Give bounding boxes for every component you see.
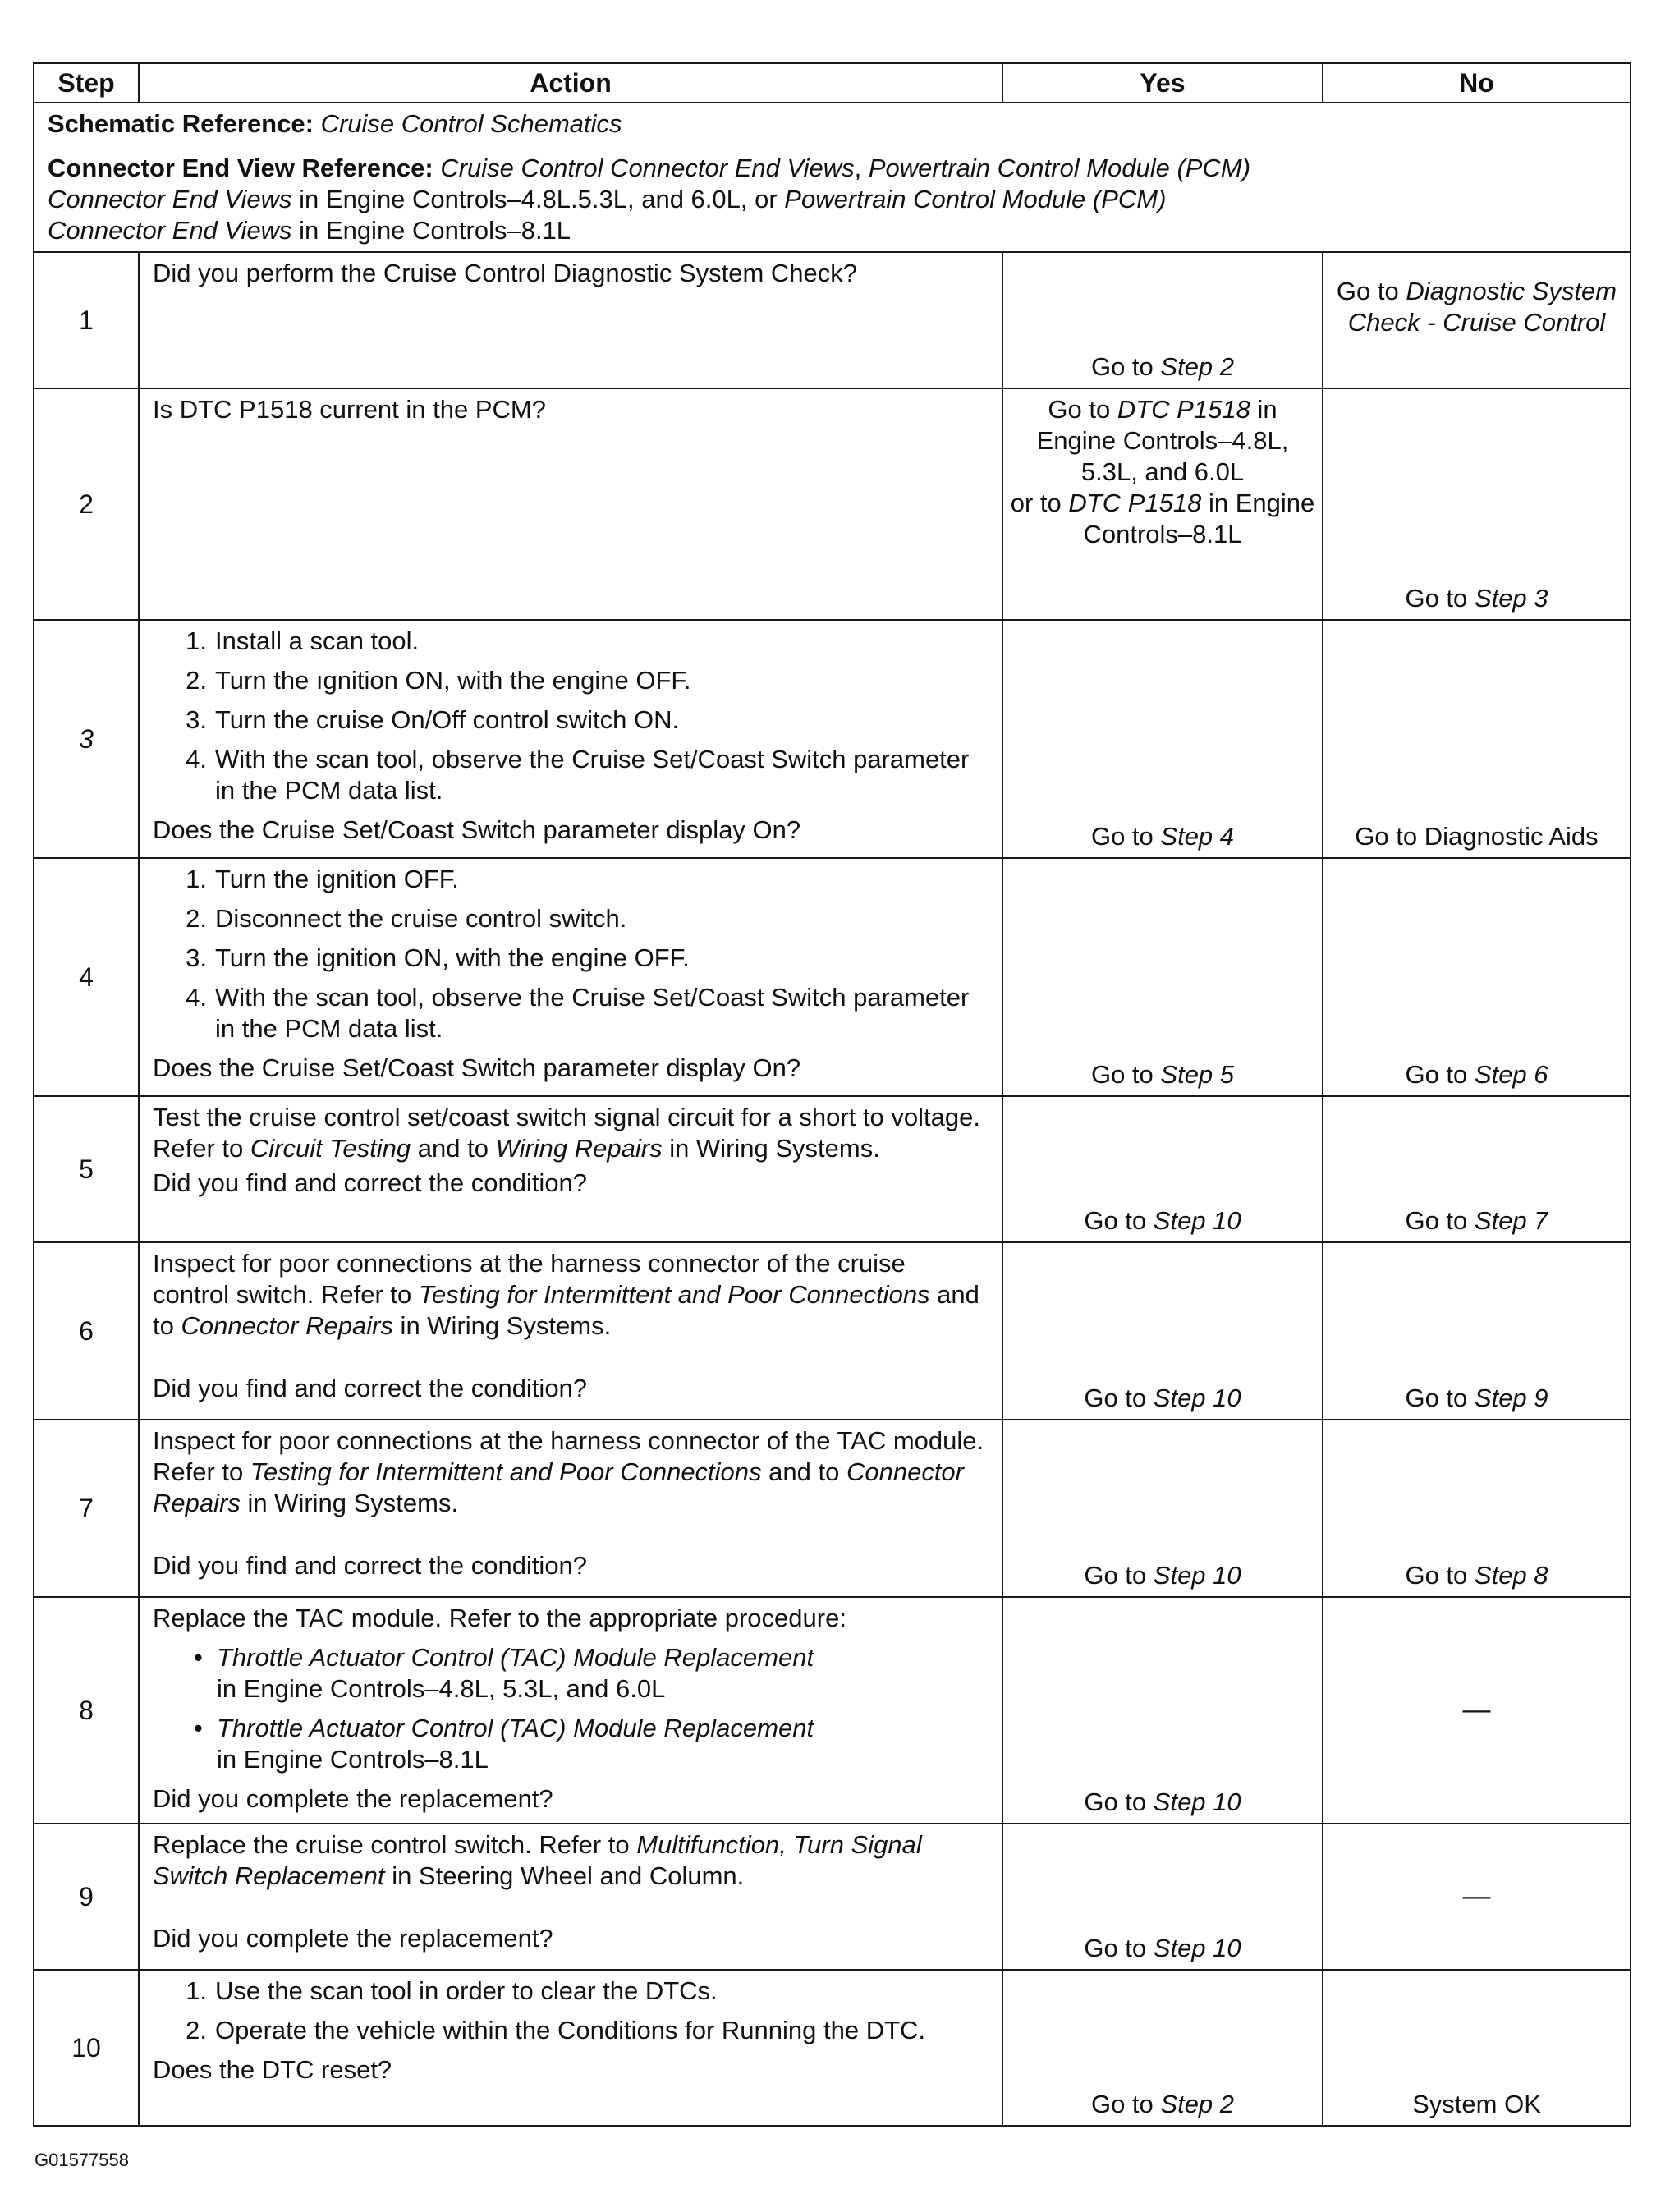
step-question: Does the Cruise Set/Coast Switch parameter display On? [153, 815, 801, 844]
yes-prefix: Go to [1084, 1934, 1154, 1962]
yes-prefix: Go to [1090, 2090, 1161, 2118]
yes-text-2: in Engine Controls–8.1L [1083, 489, 1315, 548]
ref-link-2[interactable]: Wiring Repairs [495, 1134, 663, 1163]
header-row [34, 63, 1631, 103]
step-number: 8 [34, 1597, 139, 1824]
no-link[interactable]: Step 9 [1474, 1384, 1548, 1412]
figure-id: G01577558 [34, 2150, 129, 2170]
step-action [139, 1096, 1002, 1242]
header-no: No [1323, 63, 1631, 103]
yes-prefix: Go to [1084, 1787, 1154, 1816]
instruction-item: 2. Disconnect the cruise control switch. [186, 904, 627, 933]
connector-reference-link-1[interactable]: Cruise Control Connector End Views [440, 154, 855, 182]
yes-text: in Engine Controls–4.8L, 5.3L, and 6.0L [1036, 395, 1289, 486]
header-yes: Yes [1002, 63, 1323, 103]
step-question: Does the DTC reset? [153, 2055, 392, 2084]
step-number: 3 [34, 620, 139, 858]
step-row-4 [34, 858, 1631, 1096]
step-question: Did you find and correct the condition? [153, 1374, 588, 1402]
connector-reference-link-2[interactable]: Powertrain Control Module (PCM) [868, 154, 1251, 182]
yes-link[interactable]: Step 10 [1153, 1787, 1241, 1816]
connector-reference-link-2b[interactable]: Connector End Views [48, 185, 292, 213]
no-link[interactable]: Step 3 [1474, 584, 1548, 613]
yes-link[interactable]: Step 10 [1153, 1934, 1241, 1962]
no-text: System OK [1412, 2090, 1541, 2118]
procedure-link[interactable]: Throttle Actuator Control (TAC) Module Replacement [217, 1714, 814, 1742]
step-row-10 [34, 1970, 1631, 2126]
connector-reference-sep: , [854, 154, 869, 182]
connector-reference-link-3[interactable]: Powertrain Control Module (PCM) [784, 185, 1167, 213]
step-row-9 [34, 1824, 1631, 1970]
diagnostic-table-sheet [33, 62, 1630, 2127]
schematic-reference-label: Schematic Reference: [48, 109, 314, 138]
connector-reference-link-3b[interactable]: Connector End Views [48, 216, 292, 245]
instruction-item: 2. Operate the vehicle within the Conditions for Running the DTC. [186, 2016, 926, 2044]
yes-cell [1002, 858, 1323, 1096]
procedure-link[interactable]: Throttle Actuator Control (TAC) Module Replacement [217, 1643, 814, 1672]
step-question: Did you complete the replacement? [153, 1784, 553, 1813]
step-number: 2 [34, 388, 139, 620]
step-row-8 [34, 1597, 1631, 1824]
procedure-item: • Throttle Actuator Control (TAC) Module Replacement in Engine Controls–8.1L [194, 1714, 814, 1774]
procedure-item: • Throttle Actuator Control (TAC) Module Replacement in Engine Controls–4.8L, 5.3L, and 6.0L [194, 1643, 814, 1703]
schematic-reference-link[interactable]: Cruise Control Schematics [320, 109, 622, 138]
no-prefix: Go to [1405, 1561, 1475, 1590]
no-prefix: Go to [1405, 1384, 1475, 1412]
ref-link-1[interactable]: Testing for Intermittent and Poor Connections [418, 1280, 930, 1309]
no-text[interactable]: Go to Diagnostic Aids [1355, 822, 1599, 851]
yes-prefix: Go to [1090, 822, 1161, 851]
step-question: Is DTC P1518 current in the PCM? [153, 395, 546, 424]
step-action [139, 1242, 1002, 1420]
step-row-1 [34, 252, 1631, 388]
step-number: 1 [34, 252, 139, 388]
yes-prefix: Go to [1090, 1060, 1161, 1089]
yes-link[interactable]: Step 2 [1160, 352, 1235, 381]
step-row-5 [34, 1096, 1631, 1242]
no-prefix: Go to [1405, 1060, 1475, 1089]
no-link[interactable]: Step 7 [1474, 1206, 1548, 1235]
yes-cell [1002, 1096, 1323, 1242]
yes-link[interactable]: Step 5 [1160, 1060, 1235, 1089]
references-row [34, 103, 1631, 252]
step-description: Test the cruise control set/coast switch signal circuit for a short to voltage. Refer to Circuit Testing and to Wiring Repairs in Wiring Systems. [153, 1103, 980, 1163]
no-prefix: Go to [1336, 277, 1406, 305]
yes-cell [1002, 252, 1323, 388]
yes-cell [1002, 1824, 1323, 1970]
step-instructions [153, 864, 989, 1044]
yes-link[interactable]: Step 10 [1153, 1561, 1241, 1590]
step-question: Did you find and correct the condition? [153, 1551, 588, 1580]
connector-end-view-reference [48, 153, 1617, 246]
step-action [139, 1597, 1002, 1824]
step-intro: Replace the TAC module. Refer to the appropriate procedure: [153, 1604, 846, 1632]
instruction-item: 4. With the scan tool, observe the Cruise Set/Coast Switch parameter in the PCM data list. [186, 983, 970, 1043]
yes-link-dtc[interactable]: DTC P1518 [1117, 395, 1250, 424]
step-number: 5 [34, 1096, 139, 1242]
instruction-item: 3. Turn the cruise On/Off control switch ON. [186, 705, 680, 734]
no-cell [1323, 620, 1631, 858]
yes-link[interactable]: Step 2 [1160, 2090, 1235, 2118]
step-row-2 [34, 388, 1631, 620]
instruction-item: 1. Install a scan tool. [186, 626, 420, 655]
yes-prefix: Go to [1084, 1206, 1154, 1235]
no-cell [1323, 1970, 1631, 2126]
no-dash: — [1462, 1693, 1491, 1725]
yes-cell [1002, 1597, 1323, 1824]
step-row-7 [34, 1420, 1631, 1597]
step-number: 9 [34, 1824, 139, 1970]
no-link[interactable]: Diagnostic System Check - Cruise Control [1347, 277, 1617, 337]
step-action [139, 858, 1002, 1096]
no-cell [1323, 1824, 1631, 1970]
instruction-item: 1. Use the scan tool in order to clear the DTCs. [186, 1976, 718, 2005]
step-description: Inspect for poor connections at the harness connector of the TAC module. Refer to Testing for Intermittent and Poor Connections and to Connector Repairs in Wiring Systems. [153, 1426, 984, 1517]
no-link[interactable]: Step 6 [1474, 1060, 1548, 1089]
step-row-3 [34, 620, 1631, 858]
step-description: Inspect for poor connections at the harness connector of the cruise control switch. Refer to Testing for Intermittent and Poor Connections and to Connector Repairs in Wiring Systems. [153, 1249, 979, 1340]
yes-prefix-2: or to [1010, 489, 1069, 517]
no-prefix: Go to [1405, 1206, 1475, 1235]
step-number: 7 [34, 1420, 139, 1597]
yes-cell [1002, 620, 1323, 858]
step-action [139, 388, 1002, 620]
no-cell [1323, 1420, 1631, 1597]
ref-link-1[interactable]: Testing for Intermittent and Poor Connections [250, 1457, 762, 1486]
header-action: Action [139, 63, 1002, 103]
connector-reference-label: Connector End View Reference: [48, 154, 433, 182]
step-question: Did you complete the replacement? [153, 1924, 553, 1953]
no-prefix: Go to [1405, 584, 1475, 613]
connector-reference-text-2: in Engine Controls–8.1L [291, 216, 571, 245]
no-cell [1323, 1597, 1631, 1824]
procedure-list [153, 1642, 989, 1775]
header-step: Step [34, 63, 139, 103]
instruction-item: 2. Turn the ıgnition ON, with the engine OFF. [186, 666, 691, 695]
no-link[interactable]: Step 8 [1474, 1561, 1548, 1590]
schematic-reference [48, 108, 1617, 140]
instruction-item: 4. With the scan tool, observe the Cruise Set/Coast Switch parameter in the PCM data list. [186, 745, 970, 805]
ref-link-1[interactable]: Circuit Testing [250, 1134, 411, 1163]
no-cell [1323, 388, 1631, 620]
step-number: 4 [34, 858, 139, 1096]
step-action [139, 1420, 1002, 1597]
yes-cell [1002, 1970, 1323, 2126]
no-cell [1323, 858, 1631, 1096]
step-action [139, 252, 1002, 388]
references-cell [34, 103, 1631, 252]
no-cell [1323, 1096, 1631, 1242]
no-cell [1323, 1242, 1631, 1420]
connector-reference-text-1: in Engine Controls–4.8L.5.3L, and 6.0L, or [291, 185, 785, 213]
step-question: Does the Cruise Set/Coast Switch parameter display On? [153, 1053, 801, 1082]
step-number: 10 [34, 1970, 139, 2126]
yes-cell [1002, 1242, 1323, 1420]
step-instructions [153, 626, 989, 806]
step-action [139, 1970, 1002, 2126]
ref-link-2[interactable]: Connector Repairs [153, 1457, 964, 1517]
yes-cell [1002, 388, 1323, 620]
no-dash: — [1462, 1879, 1491, 1911]
step-instructions [153, 1976, 989, 2046]
yes-cell [1002, 1420, 1323, 1597]
diagnostic-table [33, 62, 1631, 2127]
no-cell [1323, 252, 1631, 388]
step-action [139, 1824, 1002, 1970]
yes-prefix: Go to [1084, 1384, 1154, 1412]
yes-link[interactable]: Step 10 [1153, 1384, 1241, 1412]
ref-link-2[interactable]: Connector Repairs [181, 1311, 393, 1340]
step-question: Did you perform the Cruise Control Diagnostic System Check? [153, 259, 858, 287]
yes-prefix: Go to [1048, 395, 1117, 424]
step-action [139, 620, 1002, 858]
ref-link-1[interactable]: Multifunction, Turn Signal Switch Replacement [153, 1830, 922, 1890]
yes-prefix: Go to [1090, 352, 1161, 381]
step-description: Replace the cruise control switch. Refer to Multifunction, Turn Signal Switch Replacement in Steering Wheel and Column. [153, 1830, 922, 1890]
instruction-item: 3. Turn the ignition ON, with the engine OFF. [186, 943, 690, 972]
instruction-item: 1. Turn the ignition OFF. [186, 865, 459, 893]
yes-link[interactable]: Step 10 [1153, 1206, 1241, 1235]
step-question: Did you find and correct the condition? [153, 1168, 588, 1197]
yes-link-dtc-2[interactable]: DTC P1518 [1068, 489, 1202, 517]
step-row-6 [34, 1242, 1631, 1420]
yes-link[interactable]: Step 4 [1160, 822, 1235, 851]
yes-prefix: Go to [1084, 1561, 1154, 1590]
step-number: 6 [34, 1242, 139, 1420]
